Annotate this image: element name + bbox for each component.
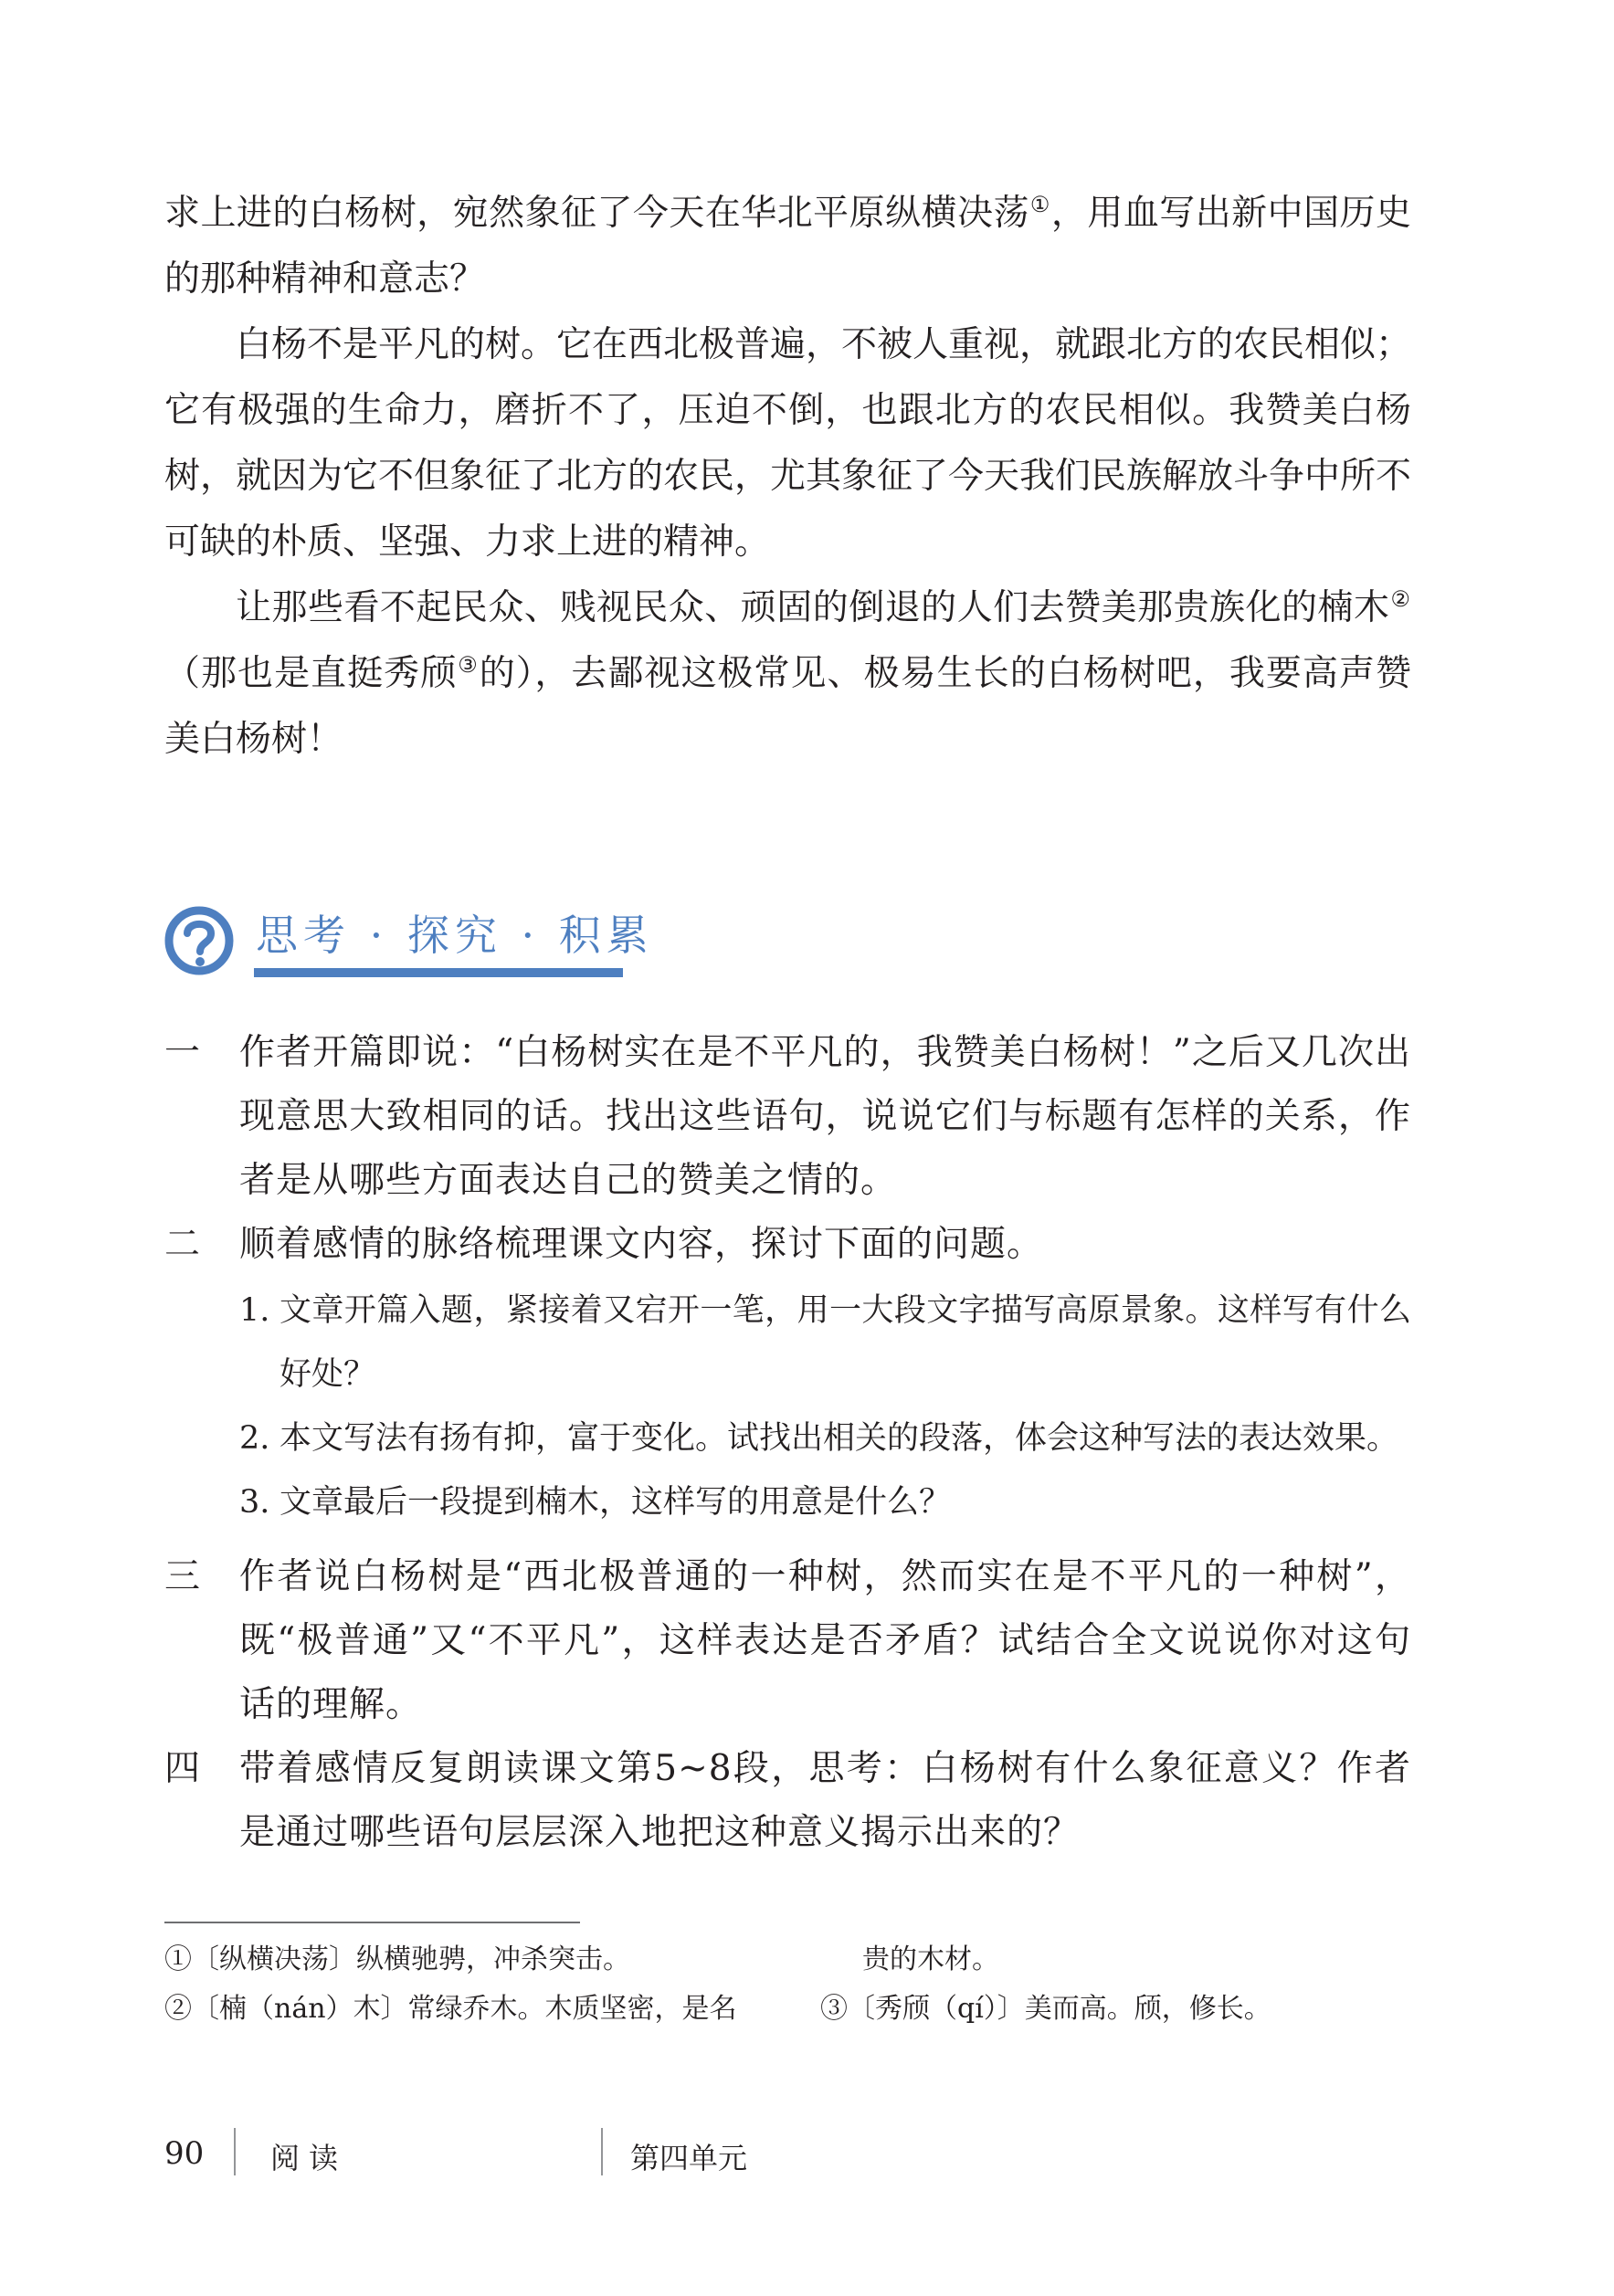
footnote-divider xyxy=(164,1922,580,1923)
question-item xyxy=(164,1213,1411,1534)
page-number: 90 xyxy=(164,2135,205,2172)
question-mark-icon xyxy=(163,904,236,977)
section-title: 思考 · 探究 · 积累 xyxy=(256,911,654,960)
sub-question-list xyxy=(239,1279,1411,1534)
paragraph-text: 求上进的白杨树，宛然象征了今天在华北平原纵横决荡 xyxy=(164,193,1029,234)
sub-question-number: 1. xyxy=(239,1292,270,1329)
sub-question-number: 3. xyxy=(239,1484,270,1521)
footnote-marker: ② xyxy=(1390,586,1410,612)
paragraph-text: ，用血写出新中国历史的那种精神和意志？ xyxy=(164,193,1411,300)
question-number: 二 xyxy=(164,1224,201,1265)
question-item xyxy=(164,1545,1411,1737)
question-text: 带着感情反复朗读课文第5~8段，思考：白杨树有什么象征意义？作者是通过哪些语句层层深入地把这种意义揭示出来的？ xyxy=(239,1748,1411,1853)
footnote: ①〔纵横决荡〕纵横驰骋，冲杀突击。 xyxy=(164,1943,630,1975)
footnote: ③〔秀颀（qí）〕美而高。颀，修长。 xyxy=(820,1993,1271,2025)
footnote-continuation: 贵的木材。 xyxy=(862,1943,999,1975)
footnote-marker: ③ xyxy=(458,652,479,678)
footer-unit-label: 第四单元 xyxy=(630,2141,748,2175)
footer-section-label: 阅读 xyxy=(270,2141,348,2175)
question-number: 四 xyxy=(164,1748,201,1789)
sub-question-text: 文章最后一段提到楠木，这样写的用意是什么？ xyxy=(280,1484,952,1521)
footer-divider xyxy=(601,2128,603,2175)
question-number: 一 xyxy=(164,1032,201,1073)
passage-paragraph: 白杨不是平凡的树。它在西北极普遍，不被人重视，就跟北方的农民相似；它有极强的生命力，磨折不了，压迫不倒，也跟北方的农民相似。我赞美白杨树，就因为它不但象征了北方的农民，尤其象征了今天我们民族解放斗争中所不可缺的朴质、坚强、力求上进的精神。 xyxy=(164,324,1412,563)
section-header xyxy=(163,899,654,999)
sub-question-number: 2. xyxy=(239,1420,270,1457)
question-item xyxy=(164,1021,1411,1213)
passage-paragraph xyxy=(164,575,1411,773)
sub-question xyxy=(239,1279,1411,1406)
sub-question xyxy=(239,1406,1411,1470)
paragraph-text: 的），去鄙视这极常见、极易生长的白杨树吧，我要高声赞美白杨树！ xyxy=(164,653,1411,760)
passage-paragraph xyxy=(164,181,1411,312)
footnote: ②〔楠（nán）木〕常绿乔木。木质坚密，是名 xyxy=(164,1993,737,2025)
question-text: 顺着感情的脉络梳理课文内容，探讨下面的问题。 xyxy=(239,1224,1044,1265)
question-text: 作者开篇即说：“白杨树实在是不平凡的，我赞美白杨树！”之后又几次出现意思大致相同的话。找出这些语句，说说它们与标题有怎样的关系，作者是从哪些方面表达自己的赞美之情的。 xyxy=(239,1032,1411,1201)
footnote-marker: ① xyxy=(1029,192,1050,217)
paragraph-text: 让那些看不起民众、贱视民众、顽固的倒退的人们去赞美那贵族化的楠木 xyxy=(236,587,1390,628)
sub-question-text: 本文写法有扬有抑，富于变化。试找出相关的段落，体会这种写法的表达效果。 xyxy=(280,1420,1399,1457)
sub-question-text: 文章开篇入题，紧接着又宕开一笔，用一大段文字描写高原景象。这样写有什么好处？ xyxy=(280,1292,1411,1393)
question-text: 作者说白杨树是“西北极普通的一种树，然而实在是不平凡的一种树”，既“极普通”又“不平凡”，这样表达是否矛盾？试结合全文说说你对这句话的理解。 xyxy=(239,1556,1411,1725)
question-number: 三 xyxy=(164,1556,201,1597)
question-item xyxy=(164,1737,1411,1865)
footer-divider xyxy=(234,2128,236,2175)
sub-question xyxy=(239,1470,1411,1534)
page-footer xyxy=(0,2128,1614,2183)
section-underline xyxy=(254,968,623,977)
paragraph-text: （那也是直挺秀颀 xyxy=(164,653,458,694)
